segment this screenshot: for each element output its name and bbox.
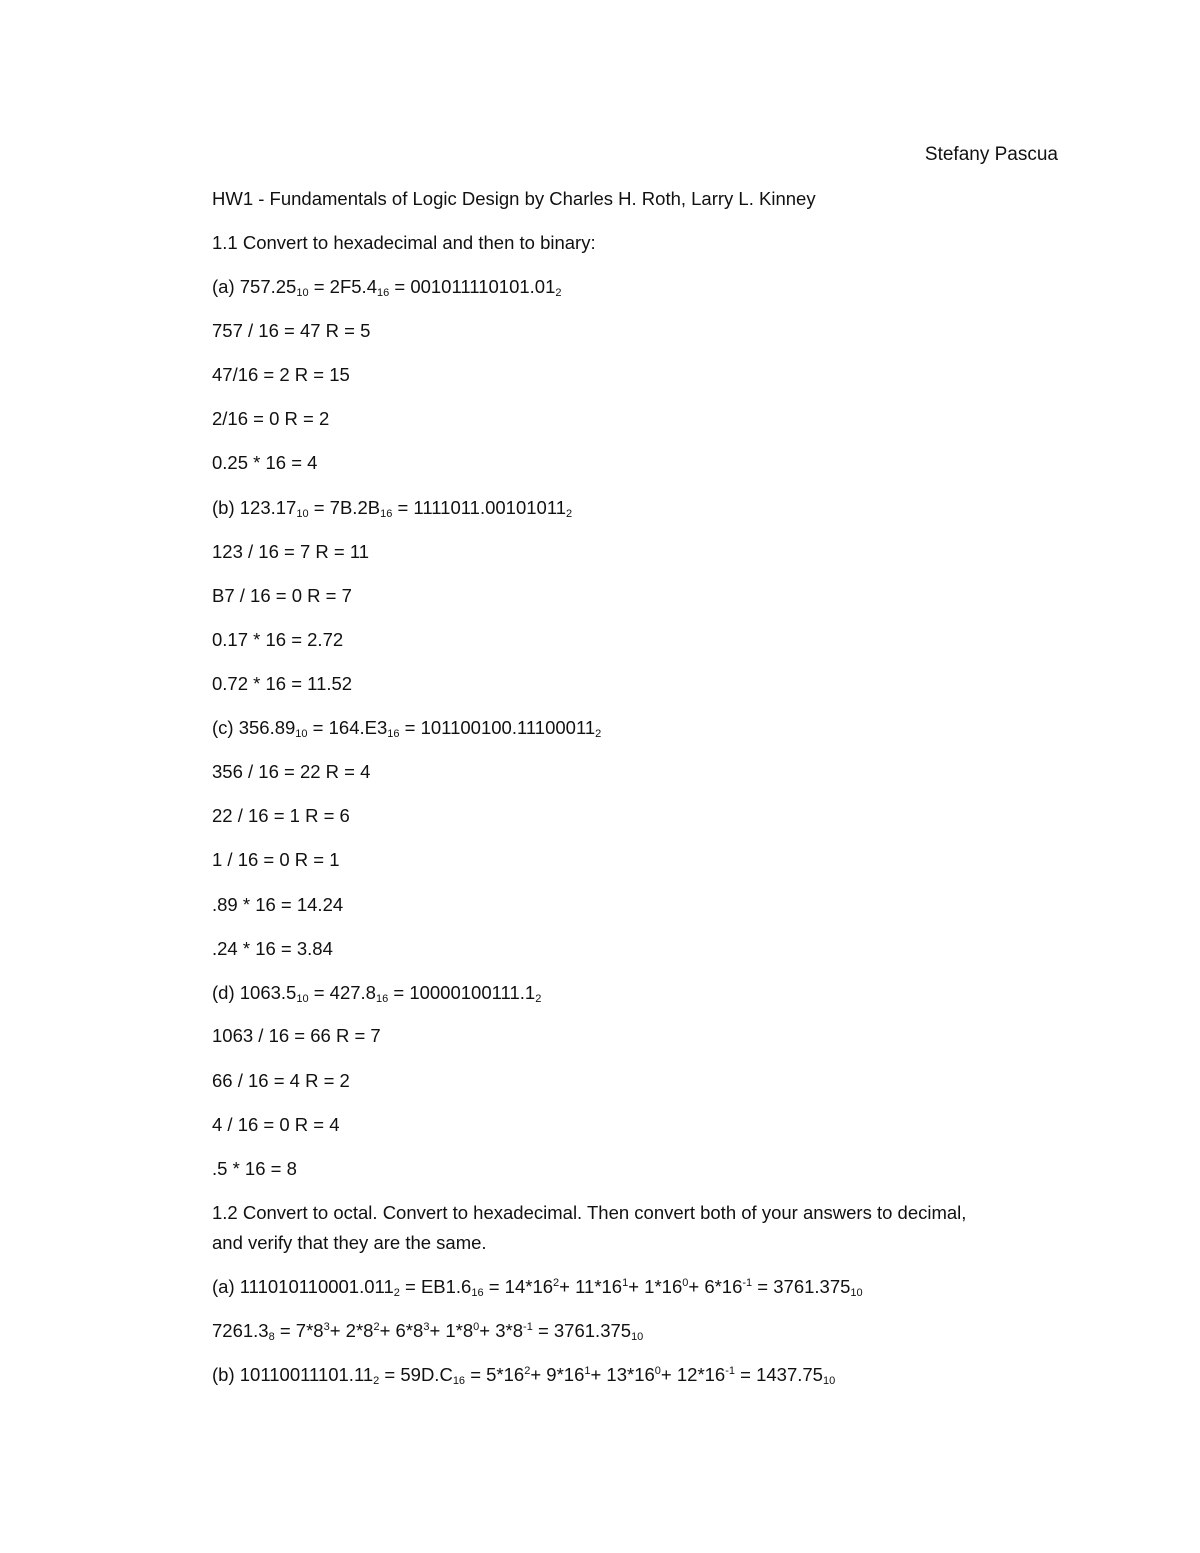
text-segment: .89 * 16 = 14.24 [212,894,344,915]
text-segment: 7261.3 [212,1320,269,1341]
subscript: 16 [380,508,393,520]
text-segment: 356 / 16 = 22 R = 4 [212,761,371,782]
superscript: 1 [584,1365,591,1377]
text-line [212,761,370,783]
text-segment: = 3761.375 [532,1320,632,1341]
text-line [212,276,562,298]
text-segment: .24 * 16 = 3.84 [212,938,333,959]
text-line [212,894,343,916]
superscript: -1 [523,1321,533,1333]
text-segment: = 7B.2B [308,497,381,518]
text-segment: (a) 757.25 [212,276,297,297]
subscript: 10 [850,1287,863,1299]
subscript: 16 [471,1287,484,1299]
text-line [212,982,541,1004]
text-segment: 1.1 Convert to hexadecimal and then to binary: [212,232,596,253]
text-segment: = 14*16 [483,1276,554,1297]
subscript: 2 [373,1375,380,1387]
text-segment: 0.25 * 16 = 4 [212,452,318,473]
text-line [212,1202,966,1224]
text-segment: + 9*16 [530,1364,585,1385]
text-line [212,717,601,739]
text-segment: + 6*16 [688,1276,743,1297]
text-segment: 123 / 16 = 7 R = 11 [212,541,370,562]
text-segment: + 2*8 [329,1320,374,1341]
text-segment: = 10000100111.1 [388,982,536,1003]
text-segment: = 7*8 [274,1320,324,1341]
superscript: 2 [553,1277,560,1289]
text-line [212,1320,643,1342]
text-segment: .5 * 16 = 8 [212,1158,297,1179]
text-segment: (d) 1063.5 [212,982,297,1003]
text-line [212,1232,487,1254]
text-segment: 4 / 16 = 0 R = 4 [212,1114,340,1135]
subscript: 10 [822,1375,836,1387]
text-line [212,849,340,871]
text-segment: + 1*8 [429,1320,474,1341]
text-line [212,188,816,210]
text-segment: 1 / 16 = 0 R = 1 [212,849,340,870]
text-line [212,585,352,607]
subscript: 10 [296,993,309,1005]
text-line [212,673,352,695]
superscript: -1 [725,1365,736,1377]
text-segment: = EB1.6 [399,1276,472,1297]
superscript: 0 [473,1321,480,1333]
subscript: 10 [296,508,309,520]
superscript: 2 [524,1365,531,1377]
author-name: Stefany Pascua [924,144,1058,165]
text-line [212,364,350,386]
text-line [212,232,596,254]
text-line [212,497,572,519]
superscript: -1 [742,1277,753,1289]
text-segment: 22 / 16 = 1 R = 6 [212,805,350,826]
superscript: 1 [622,1277,629,1289]
text-line [212,1276,863,1298]
text-segment: = 1437.75 [735,1364,823,1385]
text-segment: (c) 356.89 [212,717,296,738]
superscript: 3 [423,1321,430,1333]
text-segment: = 101100100.11100011 [399,717,596,738]
text-line [212,1364,835,1386]
text-line [212,1070,350,1092]
superscript: 2 [373,1321,380,1333]
text-line [212,1158,297,1180]
text-segment: = 5*16 [465,1364,525,1385]
text-segment: = 2F5.4 [308,276,377,297]
text-segment: + 6*8 [379,1320,424,1341]
text-line [212,1114,340,1136]
superscript: 3 [323,1321,330,1333]
text-line [212,408,329,430]
subscript: 2 [393,1287,400,1299]
text-segment: 1063 / 16 = 66 R = 7 [212,1025,381,1046]
text-segment: 66 / 16 = 4 R = 2 [212,1070,350,1091]
text-segment: + 3*8 [479,1320,524,1341]
subscript: 2 [555,287,562,299]
text-segment: = 1111011.00101011 [392,497,567,518]
text-line [212,452,317,474]
text-segment: + 11*16 [559,1276,623,1297]
text-line [212,541,369,563]
text-segment: + 12*16 [660,1364,726,1385]
text-segment: = 164.E3 [307,717,388,738]
subscript: 2 [595,728,602,740]
text-line [212,629,343,651]
subscript: 16 [375,993,389,1005]
text-segment: 0.17 * 16 = 2.72 [212,629,344,650]
text-segment: = 427.8 [308,982,376,1003]
text-segment: 1.2 Convert to octal. Convert to hexadecimal. Then convert both of your answers to decimal, [212,1202,967,1223]
subscript: 16 [387,728,400,740]
superscript: 0 [654,1365,661,1377]
text-line [212,1025,381,1047]
text-line [212,805,350,827]
superscript: 0 [682,1277,689,1289]
text-segment: and verify that they are the same. [212,1232,487,1253]
text-segment: = 3761.375 [752,1276,851,1297]
text-segment: 757 / 16 = 47 R = 5 [212,320,371,341]
subscript: 2 [566,508,573,520]
text-segment: (b) 123.17 [212,497,297,518]
subscript: 2 [535,993,542,1005]
subscript: 10 [296,287,309,299]
subscript: 10 [295,728,308,740]
subscript: 16 [452,1375,466,1387]
text-segment: 47/16 = 2 R = 15 [212,364,350,385]
text-segment: 0.72 * 16 = 11.52 [212,673,353,694]
text-segment: + 13*16 [590,1364,655,1385]
text-segment: + 1*16 [628,1276,683,1297]
text-line [212,938,333,960]
text-segment: = 001011110101.01 [389,276,556,297]
text-segment: (b) 10110011101.11 [212,1364,374,1385]
text-segment: HW1 - Fundamentals of Logic Design by Charles H. Roth, Larry L. Kinney [212,188,816,209]
subscript: 10 [631,1331,644,1343]
text-segment: 2/16 = 0 R = 2 [212,408,330,429]
subscript: 8 [268,1331,275,1343]
text-segment: (a) 111010110001.011 [212,1276,394,1297]
text-segment: B7 / 16 = 0 R = 7 [212,585,352,606]
text-line [212,320,370,342]
subscript: 16 [376,287,390,299]
text-segment: = 59D.C [379,1364,453,1385]
